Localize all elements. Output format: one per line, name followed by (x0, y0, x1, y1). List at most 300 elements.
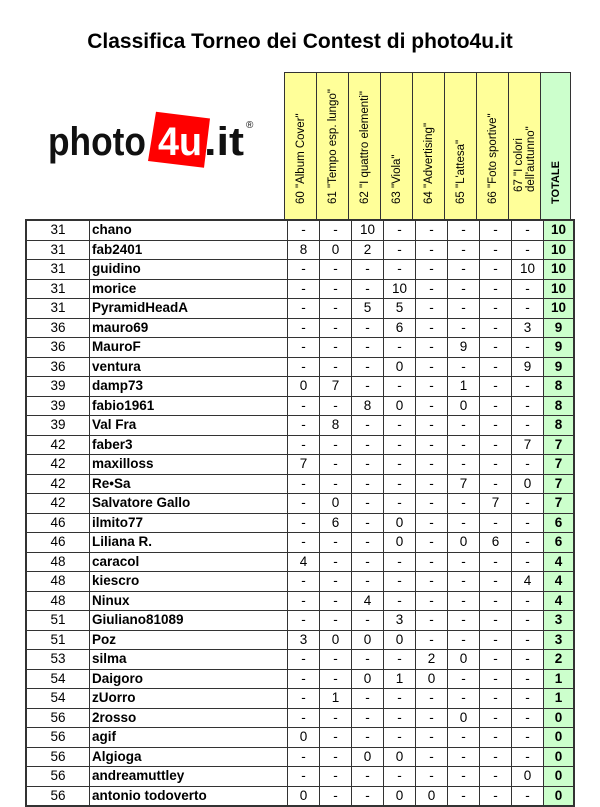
name-cell: fab2401 (90, 240, 288, 260)
svg-text:photo: photo (48, 120, 146, 164)
total-cell: 7 (544, 494, 575, 514)
total-cell: 7 (544, 474, 575, 494)
score-cell: - (384, 416, 416, 436)
rank-cell: 46 (26, 513, 90, 533)
total-cell: 3 (544, 630, 575, 650)
score-cell: - (512, 416, 544, 436)
table-row (26, 669, 574, 689)
score-cell: - (512, 299, 544, 319)
score-cell: - (480, 220, 512, 240)
score-cell: 1 (384, 669, 416, 689)
name-cell: ventura (90, 357, 288, 377)
score-cell: - (320, 708, 352, 728)
score-cell: - (448, 513, 480, 533)
score-cell: - (352, 533, 384, 553)
total-cell: 4 (544, 572, 575, 592)
name-cell: guidino (90, 260, 288, 280)
table-row (26, 728, 574, 748)
name-cell: Salvatore Gallo (90, 494, 288, 514)
table-row (26, 513, 574, 533)
score-cell: - (320, 747, 352, 767)
total-cell: 6 (544, 513, 575, 533)
score-cell: - (384, 220, 416, 240)
score-cell: - (480, 396, 512, 416)
score-cell: - (416, 513, 448, 533)
rank-cell: 36 (26, 338, 90, 358)
rank-cell: 56 (26, 786, 90, 806)
score-cell: 0 (448, 650, 480, 670)
score-cell: - (416, 455, 448, 475)
score-cell: - (480, 279, 512, 299)
score-cell: - (512, 630, 544, 650)
score-cell: 3 (384, 611, 416, 631)
score-cell: - (448, 611, 480, 631)
score-cell: - (352, 435, 384, 455)
score-cell: - (480, 260, 512, 280)
header-contest (508, 72, 540, 220)
score-cell: - (480, 357, 512, 377)
score-cell: - (352, 513, 384, 533)
name-cell: Daigoro (90, 669, 288, 689)
rank-cell: 48 (26, 591, 90, 611)
score-cell: - (384, 650, 416, 670)
rank-cell: 48 (26, 552, 90, 572)
score-cell: - (320, 728, 352, 748)
name-cell: maxilloss (90, 455, 288, 475)
score-cell: - (480, 455, 512, 475)
score-cell: 0 (352, 669, 384, 689)
rank-cell: 31 (26, 299, 90, 319)
score-cell: - (512, 689, 544, 709)
score-cell: - (512, 552, 544, 572)
score-cell: 0 (320, 494, 352, 514)
score-cell: - (512, 533, 544, 553)
score-cell: - (512, 786, 544, 806)
table-row (26, 240, 574, 260)
name-cell: MauroF (90, 338, 288, 358)
score-cell: 0 (512, 767, 544, 787)
total-cell: 0 (544, 708, 575, 728)
score-cell: 0 (384, 396, 416, 416)
name-cell: fabio1961 (90, 396, 288, 416)
score-cell: - (480, 650, 512, 670)
score-cell: 0 (448, 533, 480, 553)
score-cell: 0 (288, 728, 320, 748)
score-cell: - (352, 786, 384, 806)
score-cell: - (384, 728, 416, 748)
score-cell: - (352, 338, 384, 358)
total-cell: 7 (544, 455, 575, 475)
score-cell: - (512, 669, 544, 689)
rank-cell: 56 (26, 728, 90, 748)
rank-cell: 51 (26, 630, 90, 650)
score-cell: 0 (384, 357, 416, 377)
score-cell: - (320, 299, 352, 319)
total-cell: 0 (544, 728, 575, 748)
rank-cell: 56 (26, 708, 90, 728)
score-cell: - (288, 591, 320, 611)
score-cell: 4 (352, 591, 384, 611)
score-cell: - (512, 338, 544, 358)
header-contest (444, 72, 476, 220)
score-cell: - (448, 747, 480, 767)
name-cell: mauro69 (90, 318, 288, 338)
score-cell: 0 (384, 533, 416, 553)
score-cell: - (384, 494, 416, 514)
score-cell: - (416, 435, 448, 455)
total-cell: 1 (544, 669, 575, 689)
score-cell: - (416, 728, 448, 748)
score-cell: - (320, 279, 352, 299)
score-cell: 0 (384, 786, 416, 806)
score-cell: 2 (352, 240, 384, 260)
score-cell: - (288, 338, 320, 358)
rank-cell: 42 (26, 494, 90, 514)
name-cell: 2rosso (90, 708, 288, 728)
score-cell: - (512, 728, 544, 748)
score-cell: - (480, 708, 512, 728)
total-cell: 10 (544, 299, 575, 319)
score-cell: - (512, 747, 544, 767)
total-cell: 6 (544, 533, 575, 553)
score-cell: - (352, 260, 384, 280)
table-row (26, 318, 574, 338)
score-cell: - (448, 689, 480, 709)
score-cell: - (288, 416, 320, 436)
score-cell: - (448, 240, 480, 260)
score-cell: - (320, 572, 352, 592)
page-title: Classifica Torneo dei Contest di photo4u.it (87, 30, 513, 53)
score-cell: - (480, 474, 512, 494)
header-label: TOTALE (549, 161, 562, 204)
score-cell: - (416, 318, 448, 338)
score-cell: - (320, 474, 352, 494)
score-cell: 0 (448, 396, 480, 416)
table-row (26, 416, 574, 436)
score-cell: - (512, 708, 544, 728)
header-contest (380, 72, 412, 220)
total-cell: 8 (544, 396, 575, 416)
name-cell: Giuliano81089 (90, 611, 288, 631)
score-cell: - (512, 240, 544, 260)
rank-cell: 51 (26, 611, 90, 631)
score-cell: - (416, 299, 448, 319)
score-cell: - (480, 240, 512, 260)
rank-cell: 31 (26, 240, 90, 260)
score-cell: 7 (480, 494, 512, 514)
total-cell: 10 (544, 279, 575, 299)
score-cell: - (288, 767, 320, 787)
score-cell: - (352, 279, 384, 299)
header-label: 64 "Advertising" (422, 122, 435, 204)
score-cell: - (320, 533, 352, 553)
rank-cell: 48 (26, 572, 90, 592)
score-cell: - (448, 220, 480, 240)
score-cell: 0 (416, 786, 448, 806)
rank-cell: 42 (26, 435, 90, 455)
score-cell: - (416, 708, 448, 728)
score-cell: - (352, 650, 384, 670)
rank-cell: 56 (26, 747, 90, 767)
score-cell: - (480, 630, 512, 650)
score-cell: 0 (384, 747, 416, 767)
score-cell: 0 (352, 747, 384, 767)
name-cell: morice (90, 279, 288, 299)
name-cell: andreamuttley (90, 767, 288, 787)
table-row (26, 552, 574, 572)
name-cell: agif (90, 728, 288, 748)
total-cell: 10 (544, 240, 575, 260)
score-cell: - (448, 260, 480, 280)
name-cell: Re•Sa (90, 474, 288, 494)
score-cell: - (352, 708, 384, 728)
table-row (26, 377, 574, 397)
score-cell: - (448, 728, 480, 748)
header-contest (348, 72, 380, 220)
table-row (26, 708, 574, 728)
total-cell: 0 (544, 747, 575, 767)
score-cell: - (512, 455, 544, 475)
score-cell: - (480, 318, 512, 338)
score-cell: - (288, 357, 320, 377)
rank-cell: 54 (26, 689, 90, 709)
score-cell: 0 (512, 474, 544, 494)
score-cell: 0 (288, 377, 320, 397)
score-cell: - (416, 338, 448, 358)
score-cell: - (288, 669, 320, 689)
score-cell: - (512, 377, 544, 397)
score-cell: - (384, 474, 416, 494)
score-cell: - (448, 591, 480, 611)
total-cell: 10 (544, 260, 575, 280)
rank-cell: 36 (26, 357, 90, 377)
score-cell: - (416, 377, 448, 397)
score-cell: - (480, 747, 512, 767)
score-cell: - (480, 435, 512, 455)
table-row (26, 611, 574, 631)
score-cell: 8 (352, 396, 384, 416)
score-cell: - (416, 747, 448, 767)
total-cell: 0 (544, 786, 575, 806)
header-contest (476, 72, 508, 220)
table-row (26, 630, 574, 650)
score-cell: 6 (384, 318, 416, 338)
rank-cell: 53 (26, 650, 90, 670)
total-cell: 8 (544, 377, 575, 397)
score-cell: - (480, 611, 512, 631)
header-contest (316, 72, 348, 220)
score-cell: - (320, 767, 352, 787)
score-cell: 10 (512, 260, 544, 280)
table-row (26, 786, 574, 806)
score-cell: - (288, 494, 320, 514)
score-cell: - (448, 435, 480, 455)
score-cell: - (384, 377, 416, 397)
score-cell: - (480, 669, 512, 689)
score-cell: 1 (448, 377, 480, 397)
score-cell: - (288, 220, 320, 240)
score-cell: 9 (448, 338, 480, 358)
score-cell: - (288, 299, 320, 319)
name-cell: antonio todoverto (90, 786, 288, 806)
score-cell: - (320, 552, 352, 572)
score-cell: 10 (384, 279, 416, 299)
total-cell: 2 (544, 650, 575, 670)
score-cell: - (448, 357, 480, 377)
score-cell: - (512, 611, 544, 631)
score-cell: - (480, 377, 512, 397)
score-cell: - (384, 455, 416, 475)
score-cell: - (288, 572, 320, 592)
table-row (26, 357, 574, 377)
rank-cell: 39 (26, 377, 90, 397)
score-cell: - (480, 552, 512, 572)
score-cell: - (384, 260, 416, 280)
score-cell: - (448, 572, 480, 592)
score-cell: - (352, 728, 384, 748)
name-cell: chano (90, 220, 288, 240)
table-row (26, 220, 574, 240)
score-cell: 7 (288, 455, 320, 475)
score-cell: - (416, 260, 448, 280)
score-cell: - (320, 338, 352, 358)
name-cell: Val Fra (90, 416, 288, 436)
name-cell: kiescro (90, 572, 288, 592)
score-cell: - (416, 552, 448, 572)
score-cell: - (384, 338, 416, 358)
score-cell: 2 (416, 650, 448, 670)
score-cell: - (416, 396, 448, 416)
score-cell: - (512, 513, 544, 533)
column-headers (284, 72, 571, 220)
score-cell: - (352, 455, 384, 475)
score-cell: - (416, 357, 448, 377)
score-cell: - (352, 572, 384, 592)
name-cell: Poz (90, 630, 288, 650)
table-row (26, 650, 574, 670)
score-cell: - (416, 591, 448, 611)
score-cell: - (352, 474, 384, 494)
score-cell: 7 (512, 435, 544, 455)
score-cell: - (384, 591, 416, 611)
name-cell: zUorro (90, 689, 288, 709)
name-cell: caracol (90, 552, 288, 572)
score-cell: 0 (352, 630, 384, 650)
score-cell: - (352, 552, 384, 572)
name-cell: faber3 (90, 435, 288, 455)
score-cell: - (320, 435, 352, 455)
score-cell: - (416, 240, 448, 260)
rank-cell: 42 (26, 474, 90, 494)
name-cell: PyramidHeadA (90, 299, 288, 319)
score-cell: - (512, 650, 544, 670)
score-cell: - (448, 767, 480, 787)
score-cell: - (416, 767, 448, 787)
score-cell: - (288, 513, 320, 533)
score-cell: 0 (288, 786, 320, 806)
score-cell: 8 (288, 240, 320, 260)
header-label: 65 "L'attesa" (454, 139, 467, 204)
total-cell: 4 (544, 591, 575, 611)
score-cell: 1 (320, 689, 352, 709)
score-cell: - (320, 318, 352, 338)
score-cell: - (512, 220, 544, 240)
score-cell: - (288, 708, 320, 728)
score-cell: - (384, 552, 416, 572)
score-cell: - (384, 572, 416, 592)
score-cell: - (288, 260, 320, 280)
header-label: 61 "Tempo esp. lungo" (326, 89, 339, 204)
score-cell: - (448, 552, 480, 572)
score-cell: - (416, 533, 448, 553)
rank-cell: 36 (26, 318, 90, 338)
photo4u-logo (48, 110, 258, 170)
score-cell: - (288, 611, 320, 631)
score-cell: - (384, 767, 416, 787)
name-cell: ilmito77 (90, 513, 288, 533)
table-row (26, 474, 574, 494)
header-label: 63 "Viola" (390, 154, 403, 204)
score-cell: 5 (384, 299, 416, 319)
score-cell: - (480, 689, 512, 709)
score-cell: - (416, 474, 448, 494)
score-cell: 7 (320, 377, 352, 397)
score-cell: - (288, 396, 320, 416)
table-row (26, 279, 574, 299)
total-cell: 1 (544, 689, 575, 709)
score-cell: - (384, 240, 416, 260)
score-cell: 0 (320, 630, 352, 650)
total-cell: 4 (544, 552, 575, 572)
rank-cell: 31 (26, 279, 90, 299)
score-cell: - (288, 533, 320, 553)
table-row (26, 396, 574, 416)
svg-text:4u: 4u (158, 120, 202, 164)
table-row (26, 747, 574, 767)
score-cell: - (480, 572, 512, 592)
rank-cell: 39 (26, 416, 90, 436)
score-cell: 0 (384, 513, 416, 533)
total-cell: 8 (544, 416, 575, 436)
header-label: 67 "I colori dell'autunno" (512, 126, 537, 192)
score-cell: - (288, 474, 320, 494)
score-cell: - (288, 747, 320, 767)
score-cell: - (352, 767, 384, 787)
score-cell: - (320, 260, 352, 280)
total-cell: 0 (544, 767, 575, 787)
score-cell: - (416, 611, 448, 631)
score-cell: 6 (480, 533, 512, 553)
score-cell: - (352, 689, 384, 709)
score-cell: - (288, 689, 320, 709)
table-row (26, 455, 574, 475)
rank-cell: 42 (26, 455, 90, 475)
score-cell: 0 (384, 630, 416, 650)
score-cell: - (416, 689, 448, 709)
score-cell: - (448, 494, 480, 514)
score-cell: - (288, 318, 320, 338)
score-cell: 3 (288, 630, 320, 650)
score-cell: - (352, 318, 384, 338)
name-cell: damp73 (90, 377, 288, 397)
score-cell: - (480, 513, 512, 533)
name-cell: Liliana R. (90, 533, 288, 553)
header-totale (540, 72, 571, 220)
score-cell: - (384, 689, 416, 709)
score-cell: - (448, 299, 480, 319)
rank-cell: 39 (26, 396, 90, 416)
table-row (26, 494, 574, 514)
